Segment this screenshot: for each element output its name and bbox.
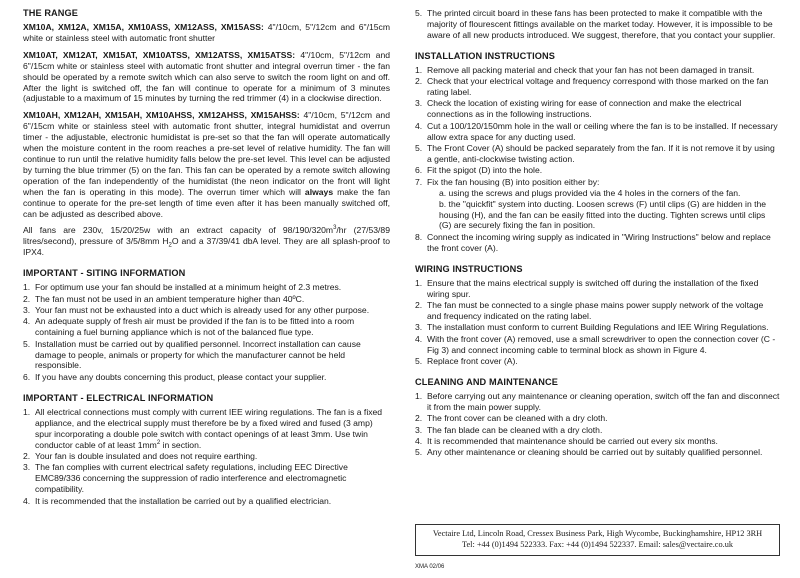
wiring-list: [415, 278, 780, 367]
document-reference: XMA 02/06: [415, 564, 445, 570]
list-item: 2. The fan must be connected to a single phase mains power supply network of the voltage and frequency indicated on the rating label.: [415, 299, 764, 321]
list-item: 3. Check the location of existing wiring for ease of connection and make the electrical connections as in the following instructions.: [415, 98, 742, 120]
list-item: 2. Check that your electrical voltage and frequency correspond with those marked on the fan rating label.: [415, 76, 769, 98]
list-item: 3. The fan blade can be cleaned with a dry cloth.: [415, 424, 603, 435]
list-item: 2. Your fan is double insulated and does not require earthing.: [23, 450, 258, 461]
siting-list: [23, 282, 390, 383]
siting-heading: IMPORTANT - SITING INFORMATION: [23, 268, 186, 279]
list-item: 3. Your fan must not be exhausted into a duct which is already used for any other purpose.: [23, 304, 370, 315]
list-item: 4. An adequate supply of fresh air must be provided if the fan is to be fitted into a room containing a fuel burning appliance which is not of the balanced flue type.: [23, 316, 355, 338]
list-item: 4. Cut a 100/120/150mm hole in the wall or ceiling where the fan is to be installed. If necessary allow extra space for any ducting used.: [415, 120, 778, 142]
list-item: 5. Installation must be carried out by qualified personnel. Incorrect installation can cause damage to people, animals or property for which the manufacturer cannot be held responsible.: [23, 338, 361, 371]
sub-item-a: a. using the screws and plugs provided via the 4 holes in the corners of the fan.: [439, 187, 741, 198]
company-contact-box: [415, 524, 780, 556]
list-item: 1. Ensure that the mains electrical supply is switched off during the installation of the fixed wiring spur.: [415, 277, 759, 299]
range-paragraph-humidistat: XM10AH, XM12AH, XM15AH, XM10AHSS, XM12AHSS, XM15AHSS: 4"/10cm, 5"/12cm and 6"/15cm white or stainless steel with automatic front shutter, integral humidistat and overrun timer - the adjustable, electronic humidistat is pre-set so that the fan will operate automatically when the moisture content in the room reaches a pre-set level of relative humidity. The fan will continue to run until the relative humidity falls below the pre-set level. This level can be adjusted by turning the blue trimmer (5) on the fan. This fan can be operated by a remote switch allowing operation of the fan independently of the humidistat (the neon indicator on the front will light when the fan is operating in this mode). The overrun timer which will always make the fan continue to operate for the pre-set length of time even after it has been manually switched off, can be adjusted as described above.: [23, 110, 390, 219]
range-models-humidistat: XM10AH, XM12AH, XM15AH, XM10AHSS, XM12AHSS, XM15AHSS:: [23, 110, 300, 121]
left-column: [23, 8, 390, 508]
list-item: 5. The printed circuit board in these fans has been protected to make it compatible with the majority of flourescent fittings available on the market today. However, it is impossible to be aware of all new products introduced. We suggest, therefore, that you contact your supplier.: [415, 8, 776, 40]
range-specifications: All fans are 230v, 15/20/25w with an extract capacity of $98/190/320m^3/hr$ (27/53/89 litres/second), pressure of 3/5/8mm $H_2O$ and a 37/39/41 dbA level. They are all splash-proof to IPX4.: [23, 225, 390, 258]
sub-item-b: b. the "quickfit" system into ducting. Loosen screws (F) until clips (G) are hidden in the housing (H), and the fan can be easily fitted into the ducting. Tighten screws until clips (G) are securely fixing the fan in position.: [439, 198, 767, 231]
pcb-note-list: [415, 8, 780, 41]
range-paragraph-basic: XM10A, XM12A, XM15A, XM10ASS, XM12ASS, XM15ASS: 4"/10cm, 5"/12cm and 6"/15cm white or stainless steel with automatic front shutter: [23, 22, 390, 43]
list-item: 1. All electrical connections must comply with current IEE wiring regulations. The fan is a fixed appliance, and the electrical supply must therefore be by a fixed wired and fused (3 amp) spur incorporating a double pole switch with contact openings of at least 3mm. Use twin conductor cable of at least $1mm^2$ in section.: [23, 406, 383, 450]
list-item: 3. The installation must conform to current Building Regulations and IEE Wiring Regulations.: [415, 322, 769, 333]
list-item: 6. Fit the spigot (D) into the hole.: [415, 165, 543, 176]
list-item: 6. If you have any doubts concerning this product, please contact your supplier.: [23, 371, 327, 382]
list-item: 2. The front cover can be cleaned with a dry cloth.: [415, 413, 608, 424]
list-item: 3. The fan complies with current electrical safety regulations, including EEC Directive EMC89/336 concerning the suppression of radio interference and electromagnetic compatibility.: [23, 462, 348, 495]
list-item: 4. It is recommended that maintenance should be carried out every six months.: [415, 436, 718, 446]
installation-list: [415, 65, 780, 254]
list-item: 2. The fan must not be used in an ambient temperature higher than 40ºC.: [23, 293, 305, 304]
range-paragraph-timer: XM10AT, XM12AT, XM15AT, XM10ATSS, XM12ATSS, XM15ATSS: 4"/10cm, 5"/12cm and 6"/15cm white or stainless steel with automatic front shutter and integral overrun timer - the fan should be operated by a remote switch which can also serve to switch the room light on and off. After the light is switched off, the fan will continue to operate for a minimum of 3 minutes (adjustable to a maximum of 15 minutes by turning the red trimmer (4) in a clockwise direction.: [23, 49, 390, 104]
company-contact: Tel: +44 (0)1494 522333. Fax: +44 (0)1494 522337. Email: sales@vectaire.co.uk: [461, 540, 734, 549]
list-item: 5. The Front Cover (A) should be packed separately from the fan. If it is not remove it by using a gentle, anti-clockwise twisting action.: [415, 143, 775, 164]
range-models-basic: XM10A, XM12A, XM15A, XM10ASS, XM12ASS, XM15ASS:: [23, 22, 264, 32]
list-item: 1. Remove all packing material and check that your fan has not been damaged in transit.: [415, 64, 755, 75]
electrical-heading: IMPORTANT - ELECTRICAL INFORMATION: [23, 392, 214, 403]
list-item: 4. With the front cover (A) removed, use a small screwdriver to open the connection cover (C - Fig 3) and connect incoming cable to terminal block as shown in Figure 4.: [415, 333, 776, 355]
installation-heading: INSTALLATION INSTRUCTIONS: [415, 50, 555, 61]
right-column: [415, 8, 780, 460]
list-item: 7. Fix the fan housing (B) into position either by: a. using the screws and plugs provided via the 4 holes in the corners of the fan. b. the "quickfit" system into ducting. Loosen screws (F) until clips (G) are hidden in the housing (H), and the fan can be easily fitted into the ducting. Tighten screws until clips (G) are securely fixing the fan in position.: [415, 177, 780, 232]
list-item: 8. Connect the incoming wiring supply as indicated in "Wiring Instructions" below and replace the front cover (A).: [415, 231, 771, 253]
electrical-list: [23, 407, 390, 507]
list-item: 1. For optimum use your fan should be installed at a minimum height of 2.3 metres.: [23, 282, 342, 293]
cleaning-heading: CLEANING AND MAINTENANCE: [415, 376, 558, 387]
cleaning-list: [415, 391, 780, 458]
list-item: 4. It is recommended that the installation be carried out by a qualified electrician.: [23, 495, 332, 506]
range-models-timer: XM10AT, XM12AT, XM15AT, XM10ATSS, XM12ATSS, XM15ATSS:: [23, 49, 296, 60]
list-item: 5. Any other maintenance or cleaning should be carried out by suitably qualified personnel.: [415, 447, 763, 458]
list-item: 5. Replace front cover (A).: [415, 355, 518, 366]
wiring-heading: WIRING INSTRUCTIONS: [415, 263, 523, 274]
list-item: 1. Before carrying out any maintenance or cleaning operation, switch off the fan and disconnect it from the main power supply.: [415, 390, 780, 412]
page-title: THE RANGE: [23, 8, 79, 18]
company-address: Vectaire Ltd, Lincoln Road, Cressex Business Park, High Wycombe, Buckinghamshire, HP12 3RH: [432, 529, 763, 538]
